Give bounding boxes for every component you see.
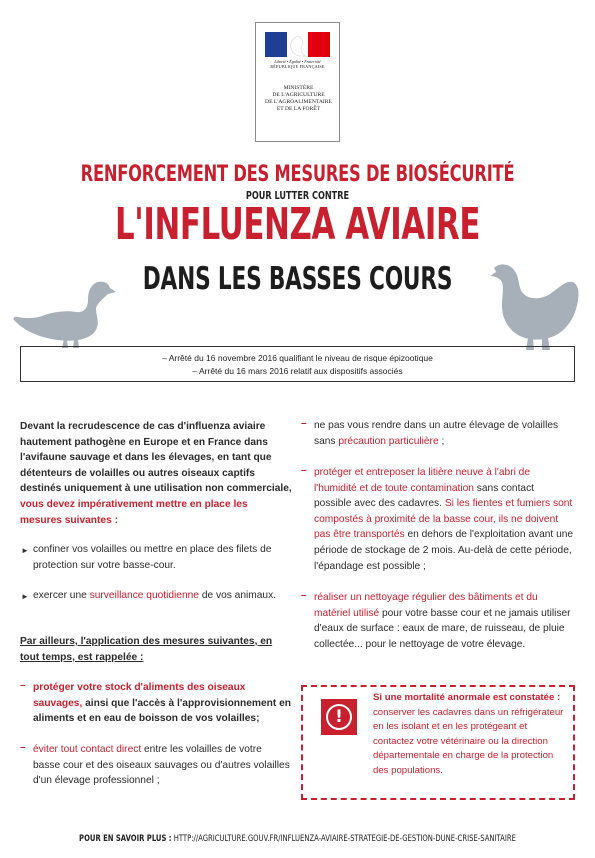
mortality-alert-box [301, 685, 575, 800]
title-line-2: POUR LUTTER CONTRE [245, 189, 350, 202]
measure-avoid-contact: éviter tout contact direct entre les volailles de votre basse cour et des oiseaux sauvages ou d'autres volailles d'un élevage professionnel ; [33, 744, 290, 787]
warning-icon: ! [321, 699, 357, 735]
marianne-flag-emblem [265, 32, 330, 57]
title-line-4: DANS LES BASSES COURS [142, 261, 453, 297]
measure-surveillance: exercer une surveillance quotidienne de vos animaux. [33, 590, 276, 601]
reference-2: – Arrêté du 16 mars 2016 relatif aux dispositifs associés [192, 366, 403, 376]
arrow-bullet-icon: ► [21, 546, 29, 555]
dash-bullet: – [20, 680, 26, 691]
hen-illustration [488, 260, 580, 352]
measure-cleaning: réaliser un nettoyage régulier des bâtiments et du matériel utilisé pour votre basse cour et ne jamais utiliser d'eaux de surface : eaux de mare, de ruisseau, de pluie collectée... pour le nettoyage de votre élevage. [314, 592, 571, 650]
title-line-3: L'INFLUENZA AVIAIRE [114, 199, 481, 250]
permanent-measures-heading: Par ailleurs, l'application des mesures suivantes, en tout temps, est rappelée : [20, 636, 273, 663]
dash-bullet: – [301, 465, 307, 476]
measure-confinement: confiner vos volailles ou mettre en place des filets de protection sur votre basse-cour. [33, 544, 272, 571]
measure-feed-protection: protéger votre stock d'aliments des oiseaux sauvages, ainsi que l'accès à l'approvisionnement en aliments et en eau de boisson de vos volailles; [33, 682, 291, 725]
dash-bullet: – [301, 418, 307, 429]
reference-1: – Arrêté du 16 novembre 2016 qualifiant le niveau de risque épizootique [162, 353, 433, 363]
footer-more-info: POUR EN SAVOIR PLUS : HTTP://AGRICULTURE.GOUV.FR/INFLUENZA-AVIAIRE-STRATEGIE-DE-GESTION-DUNE-CRISE-SANITAIRE [79, 834, 516, 844]
dash-bullet: – [20, 742, 26, 753]
intro-paragraph: Devant la recrudescence de cas d'influenza aviaire hautement pathogène en Europe et en France dans l'avifaune sauvage et dans les élevages, en tant que détenteurs de volailles ou autres oiseaux captifs destinés uniquement à une utilisation non commerciale, vous devez impérativement mettre en place les mesures suivantes : [20, 421, 292, 526]
measure-litter: protéger et entreposer la litière neuve à l'abri de l'humidité et de toute contamination sans contact possible avec des cadavres. Si les fientes et fumiers sont compostés à proximité de la basse cour, ils ne doivent pas être transportés en dehors de l'exploitation avant une période de stockage de 2 mois. Au-delà de cette période, l'épandage est possible ; [314, 467, 574, 572]
ministry-name: MINISTÈRE DE L'AGRICULTURE DE L'AGROALIMENTAIRE ET DE LA FORÊT [265, 85, 332, 112]
info-link[interactable]: HTTP://AGRICULTURE.GOUV.FR/INFLUENZA-AVIAIRE-STRATEGIE-DE-GESTION-DUNE-CRISE-SANITAIRE [173, 834, 516, 844]
republic-motto: Liberté • Égalité • Fraternité [274, 59, 321, 64]
dash-bullet: – [301, 590, 307, 601]
ministry-logo [255, 22, 340, 142]
arrow-bullet-icon: ► [21, 592, 29, 601]
alert-text: Si une mortalité anormale est constatée : conserver les cadavres dans un réfrigérateur en les isolant et en les protégeant et contactez votre vétérinaire ou la direction départementale en charge de la protection des populations. [373, 692, 564, 776]
republic-name: RÉPUBLIQUE FRANÇAISE [270, 64, 325, 69]
duck-illustration [12, 276, 117, 350]
title-line-1: RENFORCEMENT DES MESURES DE BIOSÉCURITÉ [80, 162, 515, 187]
measure-precaution: ne pas vous rendre dans un autre élevage de volailles sans précaution particulière ; [314, 420, 559, 447]
regulation-references [20, 346, 575, 382]
